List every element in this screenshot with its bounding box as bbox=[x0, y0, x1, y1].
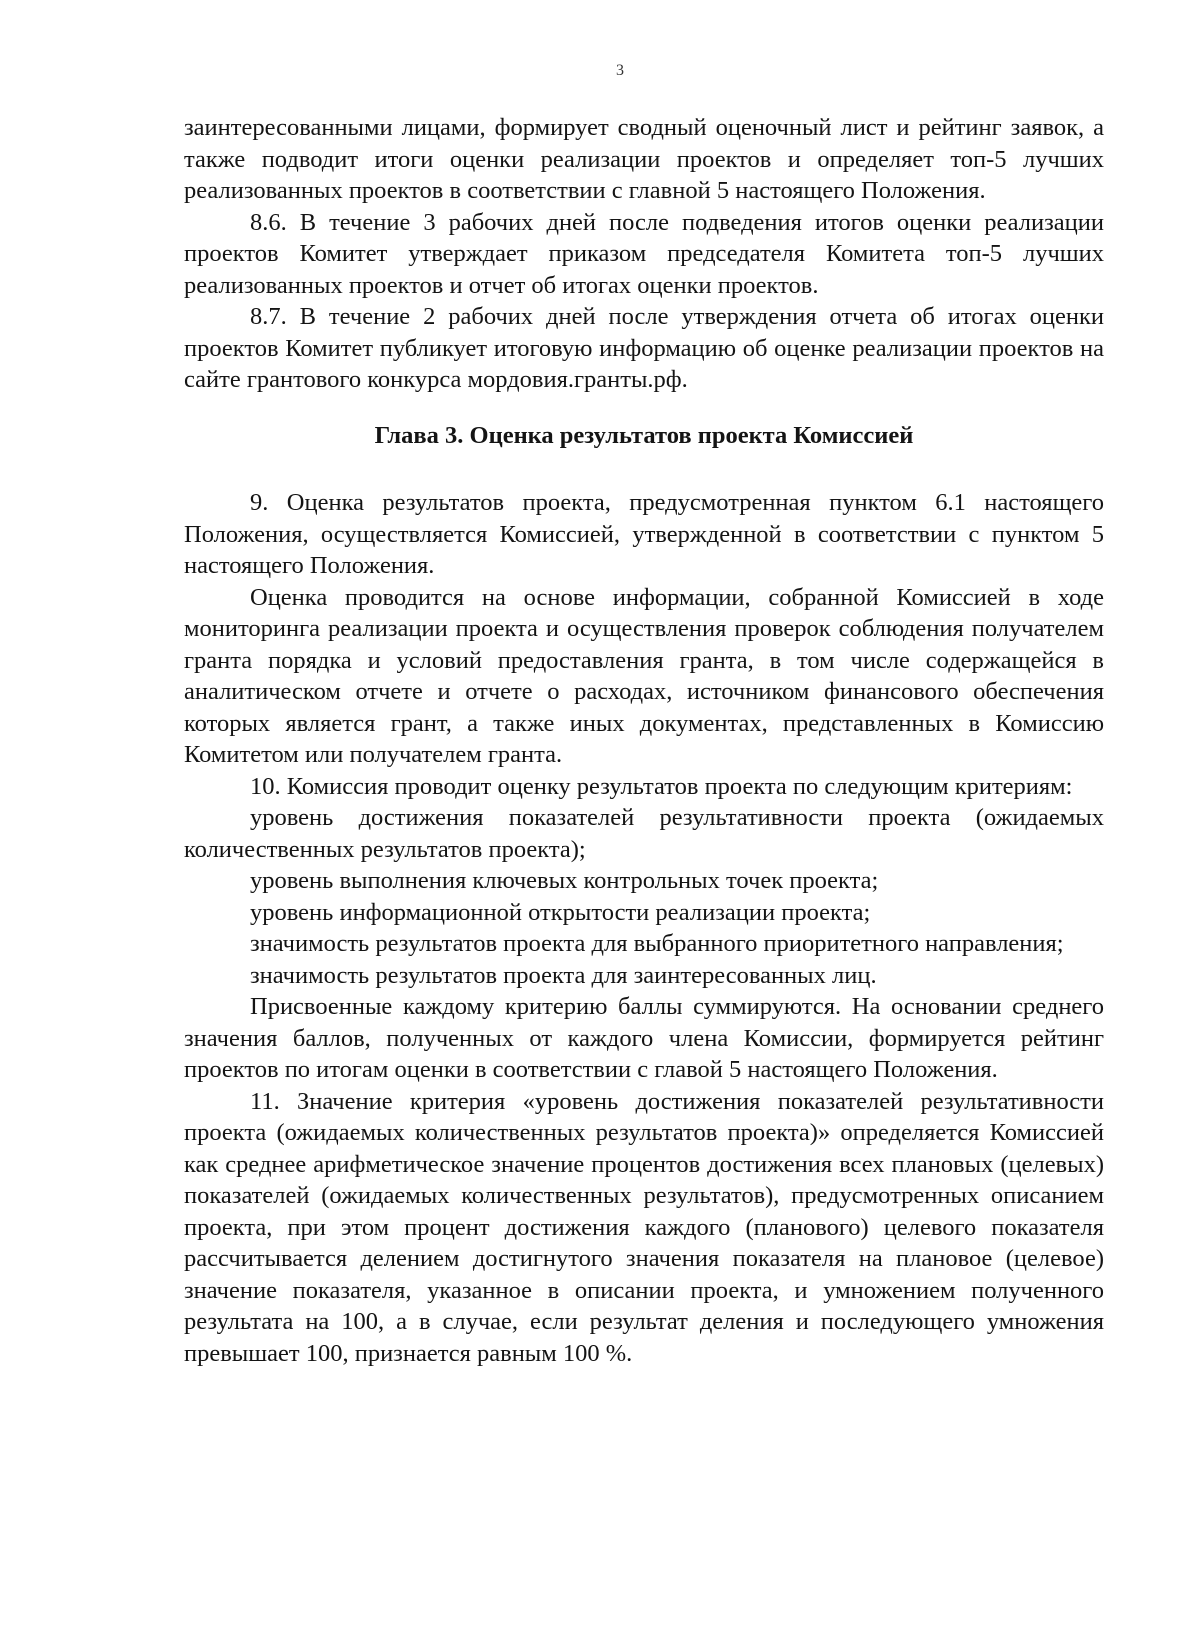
paragraph-10: 10. Комиссия проводит оценку результатов проекта по следующим критериям: bbox=[250, 772, 1073, 800]
criterion-item: значимость результатов проекта для выбранного приоритетного направления; bbox=[250, 930, 1064, 957]
paragraph-scoring: Присвоенные каждому критерию баллы суммируются. На основании среднего значения баллов, полученных от каждого члена Комиссии, формируется рейтинг проектов по итогам оценки в соответствии с главой 5 настоящего Положения. bbox=[184, 993, 1104, 1083]
paragraph-assessment-basis: Оценка проводится на основе информации, собранной Комиссией в ходе мониторинга реализации проекта и осуществления проверок соблюдения получателем гранта порядка и условий предоставления гранта, в том числе содержащейся в аналитическом отчете и отчете о расходах, источником финансового обеспечения которых является грант, а также иных документах, представленных в Комиссию Комитетом или получателем гранта. bbox=[184, 583, 1104, 768]
paragraph-9: 9. Оценка результатов проекта, предусмотренная пунктом 6.1 настоящего Положения, осуществляется Комиссией, утвержденной в соответствии с пунктом 5 настоящего Положения. bbox=[184, 489, 1104, 579]
criterion-item: значимость результатов проекта для заинтересованных лиц. bbox=[250, 961, 877, 989]
document-body bbox=[184, 112, 1104, 1369]
paragraph-8-6: 8.6. В течение 3 рабочих дней после подведения итогов оценки реализации проектов Комитет утверждает приказом председателя Комитета топ-5 лучших реализованных проектов и отчет об итогах оценки проектов. bbox=[184, 208, 1104, 299]
paragraph-continuation: заинтересованными лицами, формирует сводный оценочный лист и рейтинг заявок, а также подводит итоги оценки реализации проектов и определяет топ-5 лучших реализованных проектов в соответствии с главной 5 настоящего Положения. bbox=[184, 114, 1104, 204]
paragraph-8-7: 8.7. В течение 2 рабочих дней после утверждения отчета об итогах оценки проектов Комитет публикует итоговую информацию об оценке реализации проектов на сайте грантового конкурса мордовия.гранты.рф. bbox=[184, 303, 1104, 393]
criterion-item: уровень информационной открытости реализации проекта; bbox=[250, 898, 871, 926]
paragraph-11: 11. Значение критерия «уровень достижения показателей результативности проекта (ожидаемых количественных результатов проекта)» определяется Комиссией как среднее арифметическое значение процентов достижения всех плановых (целевых) показателей (ожидаемых количественных результатов), предусмотренных описанием проекта, при этом процент достижения каждого (планового) целевого показателя рассчитывается делением достигнутого значения показателя на плановое (целевое) значение показателя, указанное в описании проекта, и умножением полученного результата на 100, а в случае, если результат деления и последующего умножения превышает 100, признается равным 100 %. bbox=[184, 1087, 1104, 1367]
page-number: 3 bbox=[616, 62, 624, 79]
chapter-heading: Глава 3. Оценка результатов проекта Комиссией bbox=[374, 421, 914, 449]
criterion-item: уровень выполнения ключевых контрольных точек проекта; bbox=[250, 867, 879, 894]
criterion-item: уровень достижения показателей результативности проекта (ожидаемых количественных результатов проекта); bbox=[184, 804, 1104, 863]
